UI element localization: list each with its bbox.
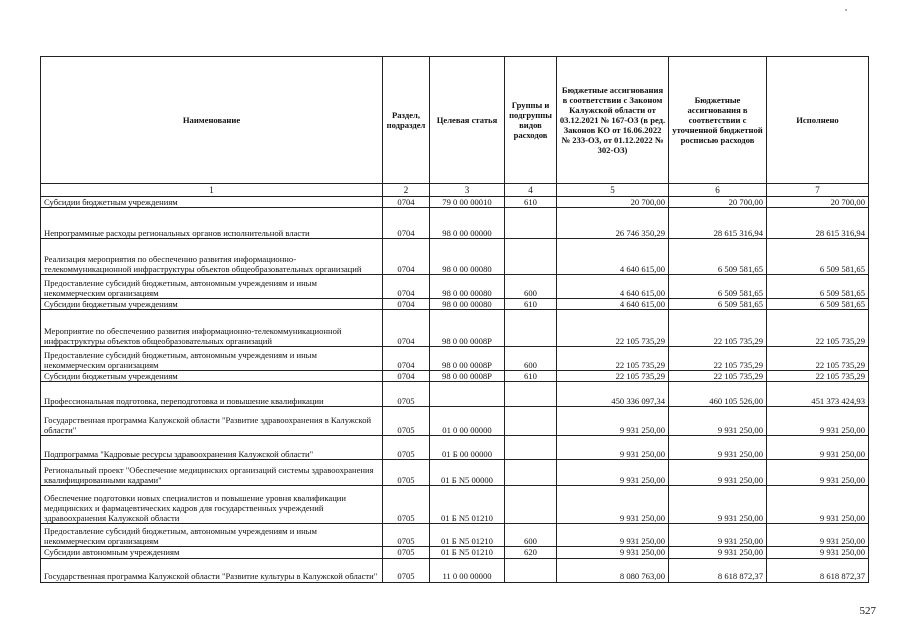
row-section: 0705: [383, 460, 430, 486]
header-refined-allocation: Бюджетные ассигнования в соответствии с уточненной бюджетной росписью расходов: [669, 57, 767, 184]
row-executed-amount: 9 931 250,00: [767, 460, 869, 486]
row-executed-amount: 20 700,00: [767, 197, 869, 208]
row-executed-amount: 8 618 872,37: [767, 558, 869, 582]
row-refined-amount: 22 105 735,29: [669, 371, 767, 382]
row-law-amount: 450 336 097,34: [557, 382, 669, 407]
row-group: [505, 436, 557, 460]
table-row: [41, 347, 869, 371]
row-group: [505, 486, 557, 524]
table-row: [41, 460, 869, 486]
row-section: 0704: [383, 371, 430, 382]
row-law-amount: 9 931 250,00: [557, 407, 669, 436]
row-article: 01 Б 00 00000: [430, 436, 505, 460]
row-law-amount: 26 746 350,29: [557, 208, 669, 239]
row-article: 01 Б N5 01210: [430, 524, 505, 547]
row-executed-amount: 6 509 581,65: [767, 239, 869, 275]
row-article: 01 Б N5 01210: [430, 486, 505, 524]
row-refined-amount: 9 931 250,00: [669, 524, 767, 547]
table-row: [41, 299, 869, 310]
row-article: 98 0 00 00080: [430, 299, 505, 310]
row-refined-amount: 6 509 581,65: [669, 299, 767, 310]
column-number: 2: [383, 184, 430, 197]
header-group: Группы и подгруппы видов расходов: [505, 57, 557, 184]
row-section: 0705: [383, 486, 430, 524]
row-group: 610: [505, 299, 557, 310]
column-number: 1: [41, 184, 383, 197]
row-refined-amount: 6 509 581,65: [669, 239, 767, 275]
header-executed: Исполнено: [767, 57, 869, 184]
column-number: 7: [767, 184, 869, 197]
row-group: 600: [505, 275, 557, 299]
row-section: 0705: [383, 407, 430, 436]
row-law-amount: 9 931 250,00: [557, 486, 669, 524]
row-name: Региональный проект "Обеспечение медицинских организаций системы здравоохранения квалифицированными кадрами": [41, 460, 383, 486]
header-row: [41, 57, 869, 184]
table-row: [41, 239, 869, 275]
row-refined-amount: 9 931 250,00: [669, 460, 767, 486]
column-number: 4: [505, 184, 557, 197]
row-law-amount: 9 931 250,00: [557, 436, 669, 460]
row-refined-amount: 9 931 250,00: [669, 547, 767, 558]
scan-speck: [845, 9, 847, 11]
page-number: 527: [859, 605, 876, 617]
row-article: 11 0 00 00000: [430, 558, 505, 582]
row-group: [505, 382, 557, 407]
table-row: [41, 197, 869, 208]
row-article: 01 0 00 00000: [430, 407, 505, 436]
row-section: 0704: [383, 197, 430, 208]
budget-table-sheet: [40, 56, 868, 583]
row-executed-amount: 28 615 316,94: [767, 208, 869, 239]
row-group: [505, 310, 557, 347]
row-executed-amount: 9 931 250,00: [767, 407, 869, 436]
row-section: 0705: [383, 382, 430, 407]
row-article: 98 0 00 00080: [430, 239, 505, 275]
row-executed-amount: 6 509 581,65: [767, 299, 869, 310]
row-group: [505, 407, 557, 436]
row-law-amount: 20 700,00: [557, 197, 669, 208]
row-section: 0705: [383, 524, 430, 547]
column-number: 5: [557, 184, 669, 197]
table-row: [41, 524, 869, 547]
row-executed-amount: 22 105 735,29: [767, 310, 869, 347]
row-section: 0704: [383, 208, 430, 239]
row-article: 98 0 00 0008Р: [430, 347, 505, 371]
row-law-amount: 8 080 763,00: [557, 558, 669, 582]
row-executed-amount: 9 931 250,00: [767, 486, 869, 524]
row-name: Реализация мероприятия по обеспечению развития информационно-телекоммуникационной инфраструктуры объектов общеобразовательных организаций: [41, 239, 383, 275]
table-row: [41, 382, 869, 407]
row-refined-amount: 28 615 316,94: [669, 208, 767, 239]
row-section: 0705: [383, 558, 430, 582]
row-refined-amount: 8 618 872,37: [669, 558, 767, 582]
table-row: [41, 407, 869, 436]
row-article: 01 Б N5 01210: [430, 547, 505, 558]
column-number: 6: [669, 184, 767, 197]
row-executed-amount: 451 373 424,93: [767, 382, 869, 407]
table-row: [41, 371, 869, 382]
row-law-amount: 4 640 615,00: [557, 275, 669, 299]
row-section: 0704: [383, 347, 430, 371]
table-row: [41, 436, 869, 460]
row-law-amount: 4 640 615,00: [557, 239, 669, 275]
row-law-amount: 9 931 250,00: [557, 460, 669, 486]
row-refined-amount: 9 931 250,00: [669, 407, 767, 436]
row-executed-amount: 9 931 250,00: [767, 547, 869, 558]
row-refined-amount: 6 509 581,65: [669, 275, 767, 299]
row-law-amount: 9 931 250,00: [557, 524, 669, 547]
row-law-amount: 22 105 735,29: [557, 310, 669, 347]
table-row: [41, 310, 869, 347]
budget-table: [40, 56, 869, 583]
row-refined-amount: 9 931 250,00: [669, 436, 767, 460]
row-executed-amount: 22 105 735,29: [767, 347, 869, 371]
row-executed-amount: 9 931 250,00: [767, 524, 869, 547]
row-name: Непрограммные расходы региональных органов исполнительной власти: [41, 208, 383, 239]
row-name: Субсидии бюджетным учреждениям: [41, 197, 383, 208]
header-name: Наименование: [41, 57, 383, 184]
row-executed-amount: 9 931 250,00: [767, 436, 869, 460]
table-row: [41, 275, 869, 299]
row-group: 610: [505, 197, 557, 208]
table-row: [41, 558, 869, 582]
table-row: [41, 208, 869, 239]
row-name: Подпрограмма "Кадровые ресурсы здравоохранения Калужской области": [41, 436, 383, 460]
row-group: [505, 208, 557, 239]
row-name: Предоставление субсидий бюджетным, автономным учреждениям и иным некоммерческим организациям: [41, 524, 383, 547]
row-article: 98 0 00 00080: [430, 275, 505, 299]
row-group: [505, 558, 557, 582]
row-article: 98 0 00 00000: [430, 208, 505, 239]
row-executed-amount: 6 509 581,65: [767, 275, 869, 299]
row-name: Предоставление субсидий бюджетным, автономным учреждениям и иным некоммерческим организациям: [41, 347, 383, 371]
table-row: [41, 547, 869, 558]
row-name: Государственная программа Калужской области "Развитие культуры в Калужской области": [41, 558, 383, 582]
row-section: 0705: [383, 436, 430, 460]
header-law-allocation: Бюджетные ассигнования в соответствии с Законом Калужской области от 03.12.2021 № 167-ОЗ (в ред. Законов КО от 16.06.2022 № 233-ОЗ, от 01.12.2022 № 302-ОЗ): [557, 57, 669, 184]
column-number: 3: [430, 184, 505, 197]
row-refined-amount: 22 105 735,29: [669, 347, 767, 371]
row-group: 600: [505, 347, 557, 371]
row-refined-amount: 460 105 526,00: [669, 382, 767, 407]
row-group: 600: [505, 524, 557, 547]
row-name: Предоставление субсидий бюджетным, автономным учреждениям и иным некоммерческим организациям: [41, 275, 383, 299]
row-section: 0705: [383, 547, 430, 558]
table-row: [41, 486, 869, 524]
row-name: Профессиональная подготовка, переподготовка и повышение квалификации: [41, 382, 383, 407]
row-refined-amount: 9 931 250,00: [669, 486, 767, 524]
row-article: 98 0 00 0008Р: [430, 371, 505, 382]
row-name: Государственная программа Калужской области "Развитие здравоохранения в Калужской области": [41, 407, 383, 436]
row-law-amount: 4 640 615,00: [557, 299, 669, 310]
header-section: Раздел, подраздел: [383, 57, 430, 184]
row-section: 0704: [383, 299, 430, 310]
row-refined-amount: 22 105 735,29: [669, 310, 767, 347]
row-section: 0704: [383, 275, 430, 299]
column-number-row: [41, 184, 869, 197]
row-article: 79 0 00 00010: [430, 197, 505, 208]
row-group: [505, 239, 557, 275]
row-section: 0704: [383, 239, 430, 275]
row-refined-amount: 20 700,00: [669, 197, 767, 208]
row-name: Субсидии бюджетным учреждениям: [41, 299, 383, 310]
row-section: 0704: [383, 310, 430, 347]
row-executed-amount: 22 105 735,29: [767, 371, 869, 382]
row-group: [505, 460, 557, 486]
row-name: Субсидии автономным учреждениям: [41, 547, 383, 558]
row-group: 620: [505, 547, 557, 558]
row-name: Субсидии бюджетным учреждениям: [41, 371, 383, 382]
row-law-amount: 9 931 250,00: [557, 547, 669, 558]
header-article: Целевая статья: [430, 57, 505, 184]
row-law-amount: 22 105 735,29: [557, 371, 669, 382]
row-law-amount: 22 105 735,29: [557, 347, 669, 371]
row-name: Мероприятие по обеспечению развития информационно-телекоммуникационной инфраструктуры объектов общеобразовательных организаций: [41, 310, 383, 347]
row-group: 610: [505, 371, 557, 382]
row-article: 98 0 00 0008Р: [430, 310, 505, 347]
row-article: 01 Б N5 00000: [430, 460, 505, 486]
row-article: [430, 382, 505, 407]
row-name: Обеспечение подготовки новых специалистов и повышение уровня квалификации медицинских и фармацевтических кадров для государственных учреждений здравоохранения Калужской области: [41, 486, 383, 524]
